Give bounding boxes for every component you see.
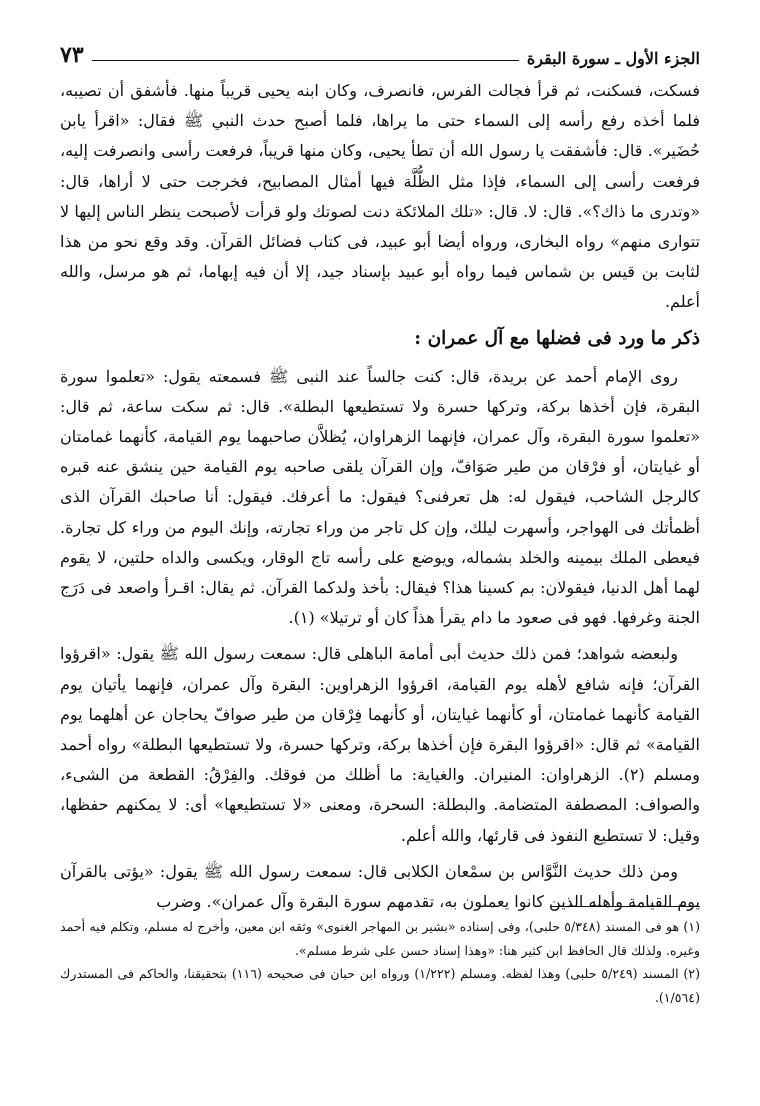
paragraph-2: روى الإمام أحمد عن بريدة، قال: كنت جالساً عند النبى ﷺ فسمعته يقول: «تعلموا سورة البقرة، فإن أخذها بركة، وتركها حسرة ولا تستطيعها البطلة». قال: ثم سكت ساعة، ثم قال: «تعلموا سورة البقرة، وآل عمران، فإنهما الزهراوان، يُظلاَّن صاحبهما يوم القيامة، كأنهما غمامتان أو غيايتان، أو فرْقان من طير صَوَافّ، وإن القرآن يلقى صاحبه يوم القيامة حين ينشق عنه قبره كالرجل الشاحب، فيقول له: هل تعرفنى؟ فيقول: ما أعرفك. فيقول: أنا صاحبك القرآن الذى أظمأتك فى الهواجر، وأسهرت ليلك، وإن كل تاجر من وراء تجارته، وإنك اليوم من وراء كل تجارة. فيعطى الملك بيمينه والخلد بشماله، ويوضع على رأسه تاج الوقار، ويكسى والداه حلتين، لا يقوم لهما أهل الدنيا، فيقولان: بم كسينا هذا؟ فيقال: بأخذ ولدكما القرآن. ثم يقال: اقـرأ واصعد فى دَرَج الجنة وغرفها. فهو فى صعود ما دام يقرأ هذاً كان أو ترتيلا» (١).: [60, 366, 700, 628]
body-text: [60, 76, 700, 917]
paragraph-3: ولبعضه شواهد؛ فمن ذلك حديث أبى أمامة الباهلى قال: سمعت رسول الله ﷺ يقول: «اقرؤوا القرآن؛ فإنه شافع لأهله يوم القيامة، اقرؤوا الزهراوين: البقرة وآل عمران، فإنهما يأتيان يوم القيامة كأنهما غمامتان، أو كأنهما غيايتان، أو كأنهما فِرْقان من طير صوافّ يحاجان عن أهلهما يوم القيامة» ثم قال: «اقرؤوا البقرة فإن أخذها بركة، وتركها حسرة، ولا تستطيعها البطلة» رواه أحمد ومسلم (٢). الزهراوان: المنيران. والغياية: ما أظلك من فوقك. والفِرْقُ: القطعة من الشىء، والصواف: المصطفة المتضامة. والبطلة: السحرة، ومعنى «لا تستطيعها» أى: لا يمكنهم حفظها، وقيل: لا تستطيع النفوذ فى قارئها، والله أعلم.: [60, 644, 700, 845]
section-heading: ذكر ما ورد فى فضلها مع آل عمران :: [414, 327, 700, 349]
running-title: الجزء الأول ـ سورة البقرة: [526, 49, 700, 68]
running-header: [60, 38, 700, 68]
page-number: ٧٣: [60, 42, 84, 68]
footnote-2: (٢) المسند (٥/٢٤٩ حلبى) وهذا لفظه. ومسلم (١/٢٢٢) ورواه ابن حبان فى صحيحه (١١٦) بتحقيقنا، والحاكم فى المستدرك (١/٥٦٤).: [60, 966, 700, 1005]
paragraph-4: ومن ذلك حديث النَّوَّاس بن سمْعان الكلابى قال: سمعت رسول الله ﷺ يقول: «يؤتى بالقرآن يوم القيامة وأهله الذين كانوا يعملون به، تقدمهم سورة البقرة وآل عمران». وضرب: [60, 861, 700, 912]
paragraph-1: فسكت، فسكنت، ثم قرأ فجالت الفرس، فانصرف، وكان ابنه يحيى قريباً منها. فأشفق أن تصيبه، فلما أخذه رفع رأسه إلى السماء حتى ما يراها، فلما أصبح حدث النبي ﷺ فقال: «اقرأ يابن حُضَير». قال: فأشفقت يا رسول الله أن تطأ يحيى، وكان منها قريباً، فرفعت رأسى وانصرفت إليه، فرفعت رأسى إلى السماء، فإذا مثل الظُّلَّة فيها أمثال المصابيح، فخرجت حتى لا أراها، قال: «وتدرى ما ذاك؟». قال: لا. قال: «تلك الملائكة دنت لصوتك ولو قرأت لأصبحت ينظر الناس إليها لا تتوارى منهم» رواه البخارى، ورواه أيضا أبو عبيد، فى كتاب فضائل القرآن. وقد وقع نحو من هذا لثابت بن قيس بن شماس فيما رواه أبو عبيد بإسناد جيد، إلا أن فيه إبهاما، ثم هو مرسل، والله أعلم.: [60, 81, 701, 312]
footnotes: [60, 906, 700, 1009]
footnote-1: (١) هو فى المسند (٥/٣٤٨ حلبى)، وفى إسناده «بشير بن المهاجر الغنوى» وثقه ابن معين، وأخرج له مسلم، وتكلم فيه أحمد وغيره. ولذلك قال الحافظ ابن كثير هنا: «وهذا إسناد حسن على شرط مسلم».: [60, 919, 700, 958]
footnote-rule: [550, 906, 700, 907]
header-rule: [92, 60, 519, 61]
